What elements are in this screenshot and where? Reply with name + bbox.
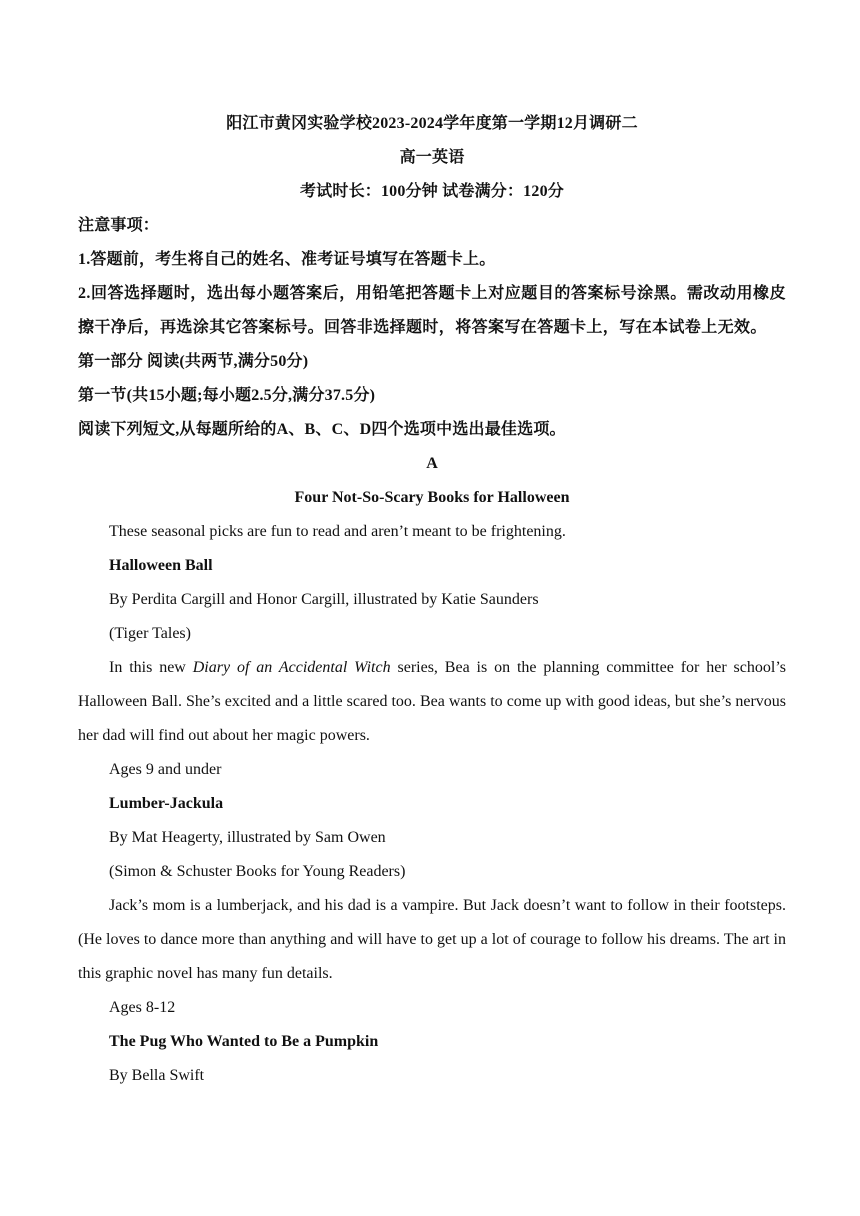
book-author: By Perdita Cargill and Honor Cargill, illustrated by Katie Saunders bbox=[109, 591, 539, 608]
exam-info: 考试时长：100分钟 试卷满分：120分 bbox=[299, 183, 564, 200]
exam-title: 阳江市黄冈实验学校2023-2024学年度第一学期12月调研二 bbox=[226, 115, 638, 132]
book-title: Lumber-Jackula bbox=[109, 795, 224, 812]
book-publisher: (Tiger Tales) bbox=[109, 625, 191, 642]
reading-instruction: 阅读下列短文,从每题所给的A、B、C、D四个选项中选出最佳选项。 bbox=[78, 421, 566, 438]
exam-subject: 高一英语 bbox=[399, 149, 465, 166]
passage-intro: These seasonal picks are fun to read and aren’t meant to be frightening. bbox=[109, 523, 566, 540]
book-author: By Bella Swift bbox=[109, 1067, 205, 1084]
book-author: By Mat Heagerty, illustrated by Sam Owen bbox=[109, 829, 386, 846]
part-heading: 第一部分 阅读(共两节,满分50分) bbox=[78, 353, 309, 370]
book-publisher: (Simon & Schuster Books for Young Readers) bbox=[109, 863, 406, 880]
book-description: Jack’s mom is a lumberjack, and his dad is a vampire. But Jack doesn’t want to follow in their footsteps.(He loves to dance more than anything and will have to get up a lot of courage to follow his dreams. The art in this graphic novel has many fun details. bbox=[78, 897, 786, 982]
book-ages: Ages 9 and under bbox=[109, 761, 222, 778]
book-title: Halloween Ball bbox=[109, 557, 213, 574]
passage-letter: A bbox=[426, 455, 438, 472]
note-1: 1.答题前，考生将自己的姓名、准考证号填写在答题卡上。 bbox=[78, 251, 496, 268]
book-title: The Pug Who Wanted to Be a Pumpkin bbox=[109, 1033, 379, 1050]
series-title: Diary of an Accidental Witch bbox=[192, 659, 391, 676]
book-ages: Ages 8-12 bbox=[109, 999, 176, 1016]
section-heading: 第一节(共15小题;每小题2.5分,满分37.5分) bbox=[78, 387, 376, 404]
book-description: In this new Diary of an Accidental Witch series, Bea is on the planning committee for her school’s Halloween Ball. She’s excited and a little scared too. Bea wants to come up with good ideas, but she’s nervous her dad will find out about her magic powers. bbox=[78, 659, 786, 744]
notes-heading: 注意事项： bbox=[78, 217, 160, 234]
note-2: 2.回答选择题时，选出每小题答案后，用铅笔把答题卡上对应题目的答案标号涂黑。需改动用橡皮擦干净后，再选涂其它答案标号。回答非选择题时，将答案写在答题卡上，写在本试卷上无效。 bbox=[78, 285, 786, 336]
passage-title: Four Not-So-Scary Books for Halloween bbox=[294, 489, 570, 506]
